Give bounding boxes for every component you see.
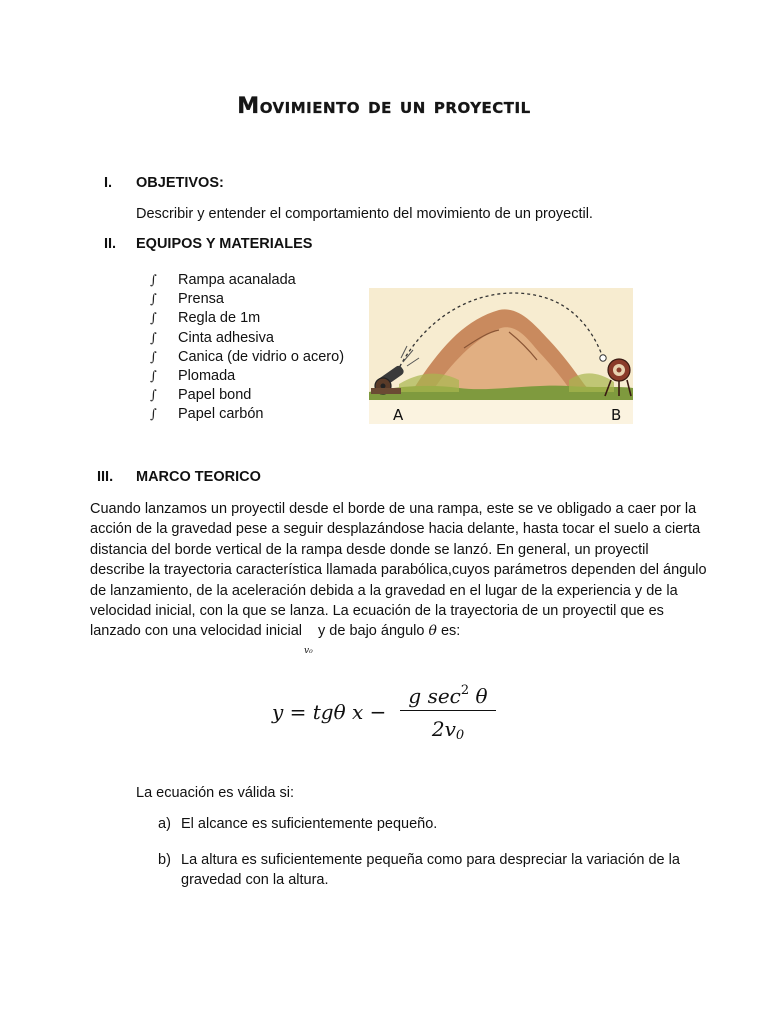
- v0-symbol: v₀: [304, 646, 313, 657]
- section-title-equipos: EQUIPOS Y MATERIALES: [136, 236, 313, 252]
- list-item: ∫ Rampa acanalada: [150, 271, 344, 290]
- integral-bullet-icon: ∫: [150, 292, 157, 308]
- projectile-ball: [600, 355, 606, 361]
- condition-b-text-line2: gravedad con la altura.: [181, 872, 329, 888]
- equation-fraction: [400, 676, 496, 743]
- trajectory-equation: [272, 676, 512, 746]
- paragraph-line: lanzado con una velocidad inicial v₀ y de bajo ángulo θ es:: [90, 621, 730, 641]
- conditions-intro: La ecuación es válida si:: [136, 785, 294, 801]
- integral-bullet-icon: ∫: [150, 388, 157, 404]
- equation-lhs: y = tgθ x −: [272, 700, 387, 724]
- equation-numerator: g $\sec^2 \theta$: [408, 683, 488, 708]
- section-number-objetivos: I.: [104, 175, 113, 191]
- condition-a-letter: a): [158, 816, 171, 832]
- objetivos-text: Describir y entender el comportamiento del movimiento de un proyectil.: [136, 206, 593, 222]
- paragraph-line: distancia del borde vertical de la rampa desde donde se lanzó. En general, un proyectil: [90, 541, 649, 558]
- section-number-equipos: II.: [104, 236, 117, 252]
- paragraph-line: describe la trayectoria característica llamada parabólica,cuyos parámetros dependen del ángulo: [90, 562, 707, 579]
- paragraph-line: acción de la gravedad pese a seguir desplazándose hacia delante, hasta tocar el suelo a cierta: [90, 521, 701, 538]
- paragraph-line: Cuando lanzamos un proyectil desde el borde de una rampa, este se ve obligado a caer por la: [90, 501, 697, 517]
- integral-bullet-icon: ∫: [150, 273, 157, 288]
- section-title-objetivos: OBJETIVOS:: [136, 175, 224, 191]
- condition-a-text: El alcance es suficientemente pequeño.: [181, 816, 438, 832]
- label-a: A: [393, 406, 404, 424]
- projectile-illustration: [369, 288, 633, 424]
- list-item: ∫ Papel bond: [150, 386, 344, 405]
- list-item: ∫ Papel carbón: [150, 405, 344, 424]
- integral-bullet-icon: ∫: [150, 311, 157, 327]
- list-item: ∫ Plomada: [150, 367, 344, 386]
- list-item: ∫ Regla de 1m: [150, 309, 344, 328]
- marco-paragraph: [90, 499, 730, 657]
- paragraph-line: velocidad inicial, con la que se lanza. La ecuación de la trayectoria de un proyectil que es: [90, 603, 664, 620]
- list-item: ∫ Prensa: [150, 290, 344, 309]
- condition-b-letter: b): [158, 852, 171, 868]
- page-title: Movimiento de un proyectil: [237, 94, 531, 119]
- label-b: B: [611, 406, 622, 424]
- equation-denominator: $2v_0$: [431, 717, 465, 744]
- theta-symbol: θ: [428, 623, 437, 640]
- integral-bullet-icon: ∫: [150, 349, 157, 365]
- integral-bullet-icon: ∫: [150, 368, 157, 384]
- condition-b-text-line1: La altura es suficientemente pequeña como para despreciar la variación de la: [181, 852, 680, 868]
- list-item: ∫ Canica (de vidrio o acero): [150, 348, 344, 367]
- materials-list: [150, 271, 344, 425]
- section-number-marco: III.: [97, 469, 114, 485]
- integral-bullet-icon: ∫: [150, 330, 157, 346]
- paragraph-line: de lanzamiento, de la aceleración debida a la gravedad en el lugar de la experiencia y de la: [90, 582, 678, 599]
- list-item: ∫ Cinta adhesiva: [150, 329, 344, 348]
- section-title-marco: MARCO TEORICO: [136, 469, 261, 485]
- fraction-bar: [400, 710, 496, 711]
- integral-bullet-icon: ∫: [150, 407, 157, 423]
